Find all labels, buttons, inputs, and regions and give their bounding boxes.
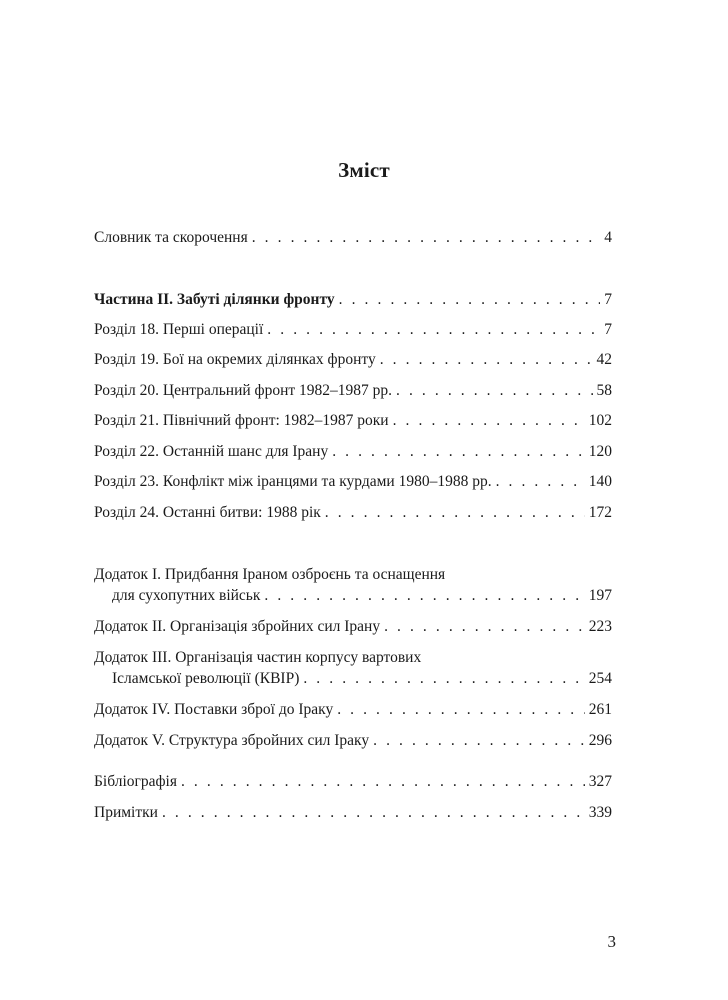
toc-page-number: 296 xyxy=(588,732,612,749)
toc-entry-glossary xyxy=(94,228,612,248)
toc-entry-appendix-2 xyxy=(94,617,612,637)
toc-entry-label: Додаток II. Організація збройних сил Ірану xyxy=(94,618,381,635)
dot-leader xyxy=(332,442,585,462)
toc-entry-appendix-4 xyxy=(94,700,612,720)
toc-entry-label: Примітки xyxy=(94,804,158,821)
toc-entry-label: Розділ 23. Конфлікт між іранцями та курдами 1980–1988 рр. xyxy=(94,473,492,490)
toc-page-number: 58 xyxy=(596,382,612,399)
dot-leader xyxy=(396,381,592,401)
toc-part-heading: Частина II. Забуті ділянки фронту xyxy=(94,291,335,308)
toc-entry-label: Словник та скорочення xyxy=(94,229,248,246)
page-title: Зміст xyxy=(338,158,390,182)
toc-page-number: 7 xyxy=(604,321,612,338)
dot-leader xyxy=(337,700,585,720)
toc-page-number: 42 xyxy=(596,351,612,368)
toc-entry-label: Розділ 21. Північний фронт: 1982–1987 роки xyxy=(94,412,389,429)
toc-page-number: 4 xyxy=(604,229,612,246)
toc-entry-label: Розділ 20. Центральний фронт 1982–1987 рр. xyxy=(94,382,393,399)
dot-leader xyxy=(373,731,585,751)
toc-entry-chapter-19 xyxy=(94,350,612,370)
toc-entry-chapter-18 xyxy=(94,320,612,340)
toc-page-number: 339 xyxy=(588,804,612,821)
toc-page-number: 7 xyxy=(604,291,612,308)
toc-entry-label: Додаток V. Структура збройних сил Іраку xyxy=(94,732,370,749)
dot-leader xyxy=(303,669,584,689)
dot-leader xyxy=(384,617,585,637)
toc-entry-label: Розділ 18. Перші операції xyxy=(94,321,264,338)
toc-entry-label: Додаток IV. Поставки зброї до Іраку xyxy=(94,701,334,718)
toc-page-number: 197 xyxy=(588,587,612,604)
dot-leader xyxy=(181,772,585,792)
toc-entry-chapter-21 xyxy=(94,411,612,431)
page-number-folio: 3 xyxy=(607,932,616,951)
dot-leader xyxy=(380,350,593,370)
toc-entry-label: Розділ 22. Останній шанс для Ірану xyxy=(94,443,329,460)
toc-entry-appendix-1-line1: Додаток I. Придбання Іраном озброєнь та оснащення xyxy=(94,566,446,583)
toc-entry-appendix-1 xyxy=(94,586,612,606)
toc-page-number: 172 xyxy=(588,504,612,521)
toc-entry-label: Бібліографія xyxy=(94,773,177,790)
toc-entry-label: Розділ 19. Бої на окремих ділянках фронту xyxy=(94,351,376,368)
dot-leader xyxy=(496,472,585,492)
dot-leader xyxy=(252,228,601,248)
dot-leader xyxy=(393,411,585,431)
toc-entry-notes xyxy=(94,803,612,823)
toc-entry-appendix-3-line1: Додаток III. Організація частин корпусу вартових xyxy=(94,649,422,666)
dot-leader xyxy=(267,320,600,340)
toc-page-number: 223 xyxy=(588,618,612,635)
toc-entry-appendix-5 xyxy=(94,731,612,751)
toc-entry-chapter-24 xyxy=(94,503,612,523)
dot-leader xyxy=(162,803,585,823)
dot-leader xyxy=(339,290,601,310)
toc-entry-chapter-20 xyxy=(94,381,612,401)
toc-entry-label: для сухопутних військ xyxy=(112,587,261,604)
toc-entry-label: Розділ 24. Останні битви: 1988 рік xyxy=(94,504,321,521)
dot-leader xyxy=(325,503,585,523)
toc-page-number: 140 xyxy=(588,473,612,490)
toc-page-number: 254 xyxy=(588,670,612,687)
toc-page-number: 261 xyxy=(588,701,612,718)
toc-page-number: 120 xyxy=(588,443,612,460)
toc-page-number: 102 xyxy=(588,412,612,429)
toc-entry-chapter-22 xyxy=(94,442,612,462)
toc-entry-chapter-23 xyxy=(94,472,612,492)
toc-page-number: 327 xyxy=(588,773,612,790)
toc-entry-appendix-3 xyxy=(94,669,612,689)
toc-entry-label: Ісламської революції (КВІР) xyxy=(112,670,300,687)
toc-entry-part-2 xyxy=(94,290,612,310)
toc-entry-bibliography xyxy=(94,772,612,792)
dot-leader xyxy=(264,586,584,606)
